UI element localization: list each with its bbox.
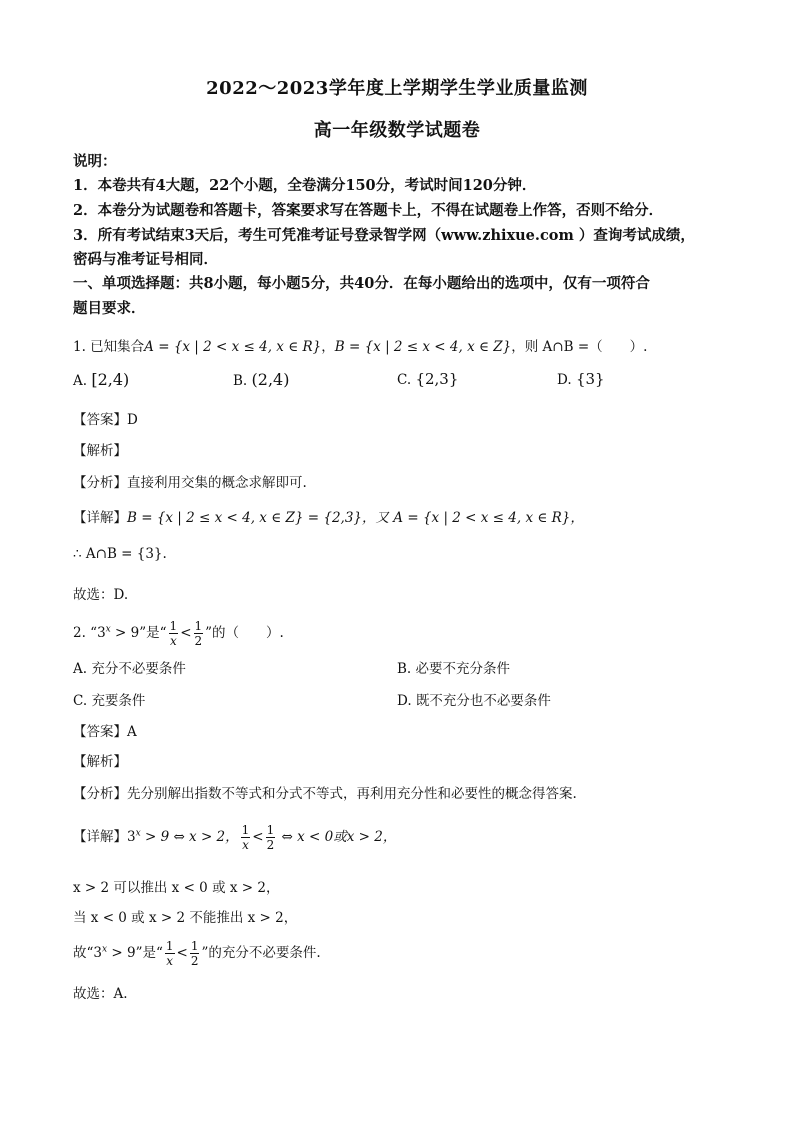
q1-fenxi: 【分析】直接利用交集的概念求解即可. xyxy=(73,475,307,491)
q2-l4-frac-1-over-2: $\frac{1}{2}$ xyxy=(190,939,199,968)
q2-frac-1-over-x: $\frac{1}{x}$ xyxy=(169,619,178,648)
q1-answer: 【答案】D xyxy=(73,412,138,428)
instruction-item-3: 3．所有考试结束3天后，考生可凭准考证号登录智学网（www.zhixue.com ）查询考试成绩， xyxy=(73,227,695,244)
instruction-item-1: 1．本卷共有4大题，22个小题，全卷满分150分，考试时间120分钟． xyxy=(73,177,537,194)
exam-subtitle: 高一年级数学试题卷 xyxy=(313,120,481,141)
q2-frac-1-over-2: $\frac{1}{2}$ xyxy=(194,619,203,648)
q2-line-2: x > 2 可以推出 x < 0 或 x > 2， xyxy=(73,880,280,896)
question-2-stem: 2. “$3^x > 9$”是“ $\frac{1}{x}$ < $\frac{1}{2}$ ”的（ ）. xyxy=(73,619,284,648)
q2-xj-frac-1-over-2: $\frac{1}{2}$ xyxy=(266,823,275,852)
q1-set-b: B = {x | 2 ≤ x < 4, x ∈ Z} xyxy=(334,339,512,355)
q2-answer: 【答案】A xyxy=(73,724,137,740)
q2-xj-frac-1-over-x: $\frac{1}{x}$ xyxy=(241,823,250,852)
instructions-heading: 说明： xyxy=(73,153,117,170)
q1-option-c: C. {2,3} xyxy=(397,370,459,388)
q1-option-d: D. {3} xyxy=(557,370,605,388)
instruction-item-2: 2．本卷分为试题卷和答题卡，答案要求写在答题卡上，不得在试题卷上作答，否则不给分． xyxy=(73,202,664,219)
q1-analysis-label: 【解析】 xyxy=(73,443,127,459)
q2-choose: 故选：A. xyxy=(73,986,128,1002)
section1-heading: 一、单项选择题：共8小题，每小题5分，共40分．在每小题给出的选项中，仅有一项符合 xyxy=(73,275,650,292)
exam-title: 2022～2023学年度上学期学生学业质量监测 xyxy=(206,78,588,99)
q1-xiangjie-2: ∴ A∩B = {3}. xyxy=(73,546,167,562)
q2-fenxi: 【分析】先分别解出指数不等式和分式不等式，再利用充分性和必要性的概念得答案. xyxy=(73,786,577,802)
q2-xiangjie: 【详解】$3^x > 9$ ⇔ x > 2， $\frac{1}{x}$ < $\frac{1}{2}$ ⇔ x < 0或x > 2， xyxy=(73,823,397,852)
q2-option-d: D. 既不充分也不必要条件 xyxy=(397,693,551,709)
q2-l4-frac-1-over-x: $\frac{1}{x}$ xyxy=(165,939,174,968)
q1-option-b: B. (2,4) xyxy=(233,370,290,389)
q1-xiangjie: 【详解】B = {x | 2 ≤ x < 4, x ∈ Z} = {2,3}，又 A = {x | 2 < x ≤ 4, x ∈ R}， xyxy=(73,510,584,526)
q1-choose: 故选：D. xyxy=(73,587,129,603)
question-1-stem xyxy=(73,335,647,355)
q2-line-3: 当 x < 0 或 x > 2 不能推出 x > 2， xyxy=(73,910,298,926)
q1-prefix: 1. 已知集合 xyxy=(73,339,145,355)
q1-option-a: A. [2,4) xyxy=(73,370,130,389)
q2-option-b: B. 必要不充分条件 xyxy=(397,661,511,677)
q1-suffix: ，则 A∩B =（ ）. xyxy=(511,339,648,355)
q1-sep: ， xyxy=(321,339,335,355)
q2-option-c: C. 充要条件 xyxy=(73,693,146,709)
q1-set-a: A = {x | 2 < x ≤ 4, x ∈ R} xyxy=(144,339,322,355)
instruction-item-3-cont: 密码与准考证号相同． xyxy=(73,251,218,268)
q2-analysis-label: 【解析】 xyxy=(73,754,127,770)
q2-option-a: A. 充分不必要条件 xyxy=(73,661,186,677)
section1-heading-cont: 题目要求． xyxy=(73,300,146,317)
q2-line-4: 故“$3^x > 9$”是“ $\frac{1}{x}$ < $\frac{1}{2}$ ”的充分不必要条件. xyxy=(73,939,321,968)
